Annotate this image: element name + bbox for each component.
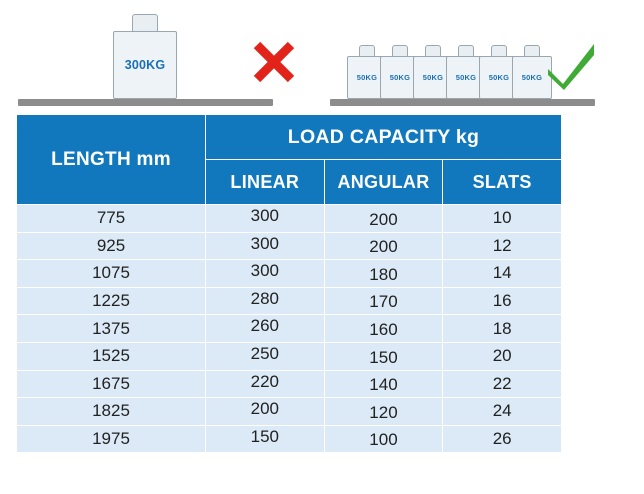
cell-angular: 180 — [324, 260, 443, 288]
cell-linear: 220 — [206, 370, 325, 398]
cell-length: 1075 — [17, 260, 206, 288]
table-row — [17, 398, 562, 426]
table-head — [17, 115, 562, 205]
cell-linear: 150 — [206, 425, 325, 453]
cell-slats: 16 — [443, 287, 562, 315]
cell-length: 925 — [17, 232, 206, 260]
load-capacity-table — [16, 114, 562, 453]
column-header-linear: LINEAR — [206, 160, 325, 205]
table-row — [17, 425, 562, 453]
table-header-row-1 — [17, 115, 562, 160]
weight-label-50kg: 50KG — [446, 56, 486, 99]
cell-angular: 140 — [324, 370, 443, 398]
table-row — [17, 315, 562, 343]
weight-label-50kg: 50KG — [380, 56, 420, 99]
cell-linear: 250 — [206, 342, 325, 370]
cell-slats: 26 — [443, 425, 562, 453]
column-header-length: LENGTH mm — [17, 115, 206, 205]
table-row — [17, 205, 562, 233]
table-row — [17, 370, 562, 398]
cell-slats: 14 — [443, 260, 562, 288]
weight-label-50kg: 50KG — [512, 56, 552, 99]
cell-linear: 300 — [206, 260, 325, 288]
table-row — [17, 342, 562, 370]
cell-slats: 10 — [443, 205, 562, 233]
cell-angular: 200 — [324, 205, 443, 233]
cell-slats: 20 — [443, 342, 562, 370]
cell-linear: 200 — [206, 398, 325, 426]
table-row — [17, 287, 562, 315]
cell-length: 1975 — [17, 425, 206, 453]
cell-linear: 280 — [206, 287, 325, 315]
red-x-icon — [252, 40, 296, 84]
cell-angular: 160 — [324, 315, 443, 343]
table-body — [17, 205, 562, 453]
column-group-header-load-capacity: LOAD CAPACITY kg — [206, 115, 562, 160]
column-header-slats: SLATS — [443, 160, 562, 205]
cell-length: 1825 — [17, 398, 206, 426]
cell-length: 1225 — [17, 287, 206, 315]
cell-length: 1675 — [17, 370, 206, 398]
column-header-angular: ANGULAR — [324, 160, 443, 205]
cell-linear: 300 — [206, 205, 325, 233]
weight-label-50kg: 50KG — [479, 56, 519, 99]
cell-slats: 18 — [443, 315, 562, 343]
illustration-panel — [0, 0, 644, 112]
cell-angular: 100 — [324, 425, 443, 453]
weight-label-50kg: 50KG — [347, 56, 387, 99]
cell-angular: 120 — [324, 398, 443, 426]
cell-slats: 22 — [443, 370, 562, 398]
cell-length: 1525 — [17, 342, 206, 370]
weight-label-300kg: 300KG — [113, 31, 177, 99]
table-bottom-divider — [16, 479, 562, 481]
cell-length: 775 — [17, 205, 206, 233]
cell-angular: 200 — [324, 232, 443, 260]
cell-linear: 260 — [206, 315, 325, 343]
green-check-icon — [545, 42, 597, 90]
table-row — [17, 232, 562, 260]
cell-slats: 24 — [443, 398, 562, 426]
cell-angular: 150 — [324, 342, 443, 370]
floor-bar-left — [18, 99, 273, 106]
weight-block-300kg — [113, 14, 177, 99]
table-row — [17, 260, 562, 288]
cell-angular: 170 — [324, 287, 443, 315]
floor-bar-right — [330, 99, 595, 106]
weight-label-50kg: 50KG — [413, 56, 453, 99]
cell-length: 1375 — [17, 315, 206, 343]
cell-linear: 300 — [206, 232, 325, 260]
cell-slats: 12 — [443, 232, 562, 260]
